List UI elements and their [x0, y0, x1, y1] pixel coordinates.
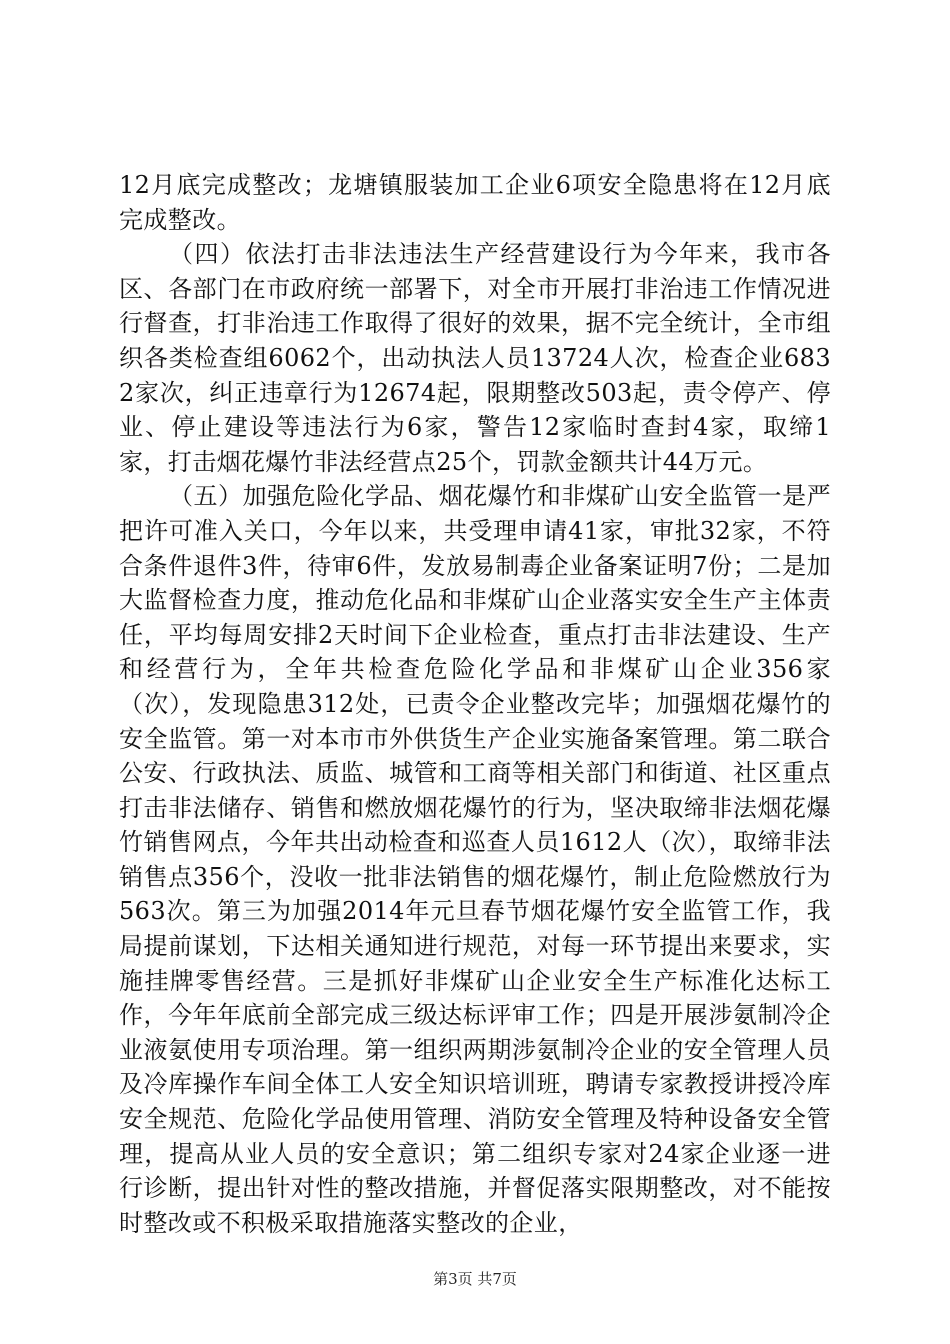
paragraph-section-four: （四）依法打击非法违法生产经营建设行为今年来，我市各区、各部门在市政府统一部署下，对全市开展打非治违工作情况进行督查，打非治违工作取得了很好的效果，据不完全统计，全市组织各类检查组6062个，出动执法人员13724人次，检查企业6832家次，纠正违章行为12674起，限期整改503起，责令停产、停业、停止建设等违法行为6家，警告12家临时查封4家，取缔1家，打击烟花爆竹非法经营点25个，罚款金额共计44万元。 — [119, 240, 831, 476]
page-number-label: 第3页 共7页 — [433, 1270, 517, 1288]
paragraph-section-five: （五）加强危险化学品、烟花爆竹和非煤矿山安全监管一是严把许可准入关口，今年以来，共受理申请41家，审批32家，不符合条件退件3件，待审6件，发放易制毒企业备案证明7份；二是加大监督检查力度，推动危化品和非煤矿山企业落实安全生产主体责任，平均每周安排2天时间下企业检查，重点打击非法建设、生产和经营行为，全年共检查危险化学品和非煤矿山企业356家（次），发现隐患312处，已责令企业整改完毕；加强烟花爆竹的安全监管。第一对本市市外供货生产企业实施备案管理。第二联合公安、行政执法、质监、城管和工商等相关部门和街道、社区重点打击非法储存、销售和燃放烟花爆竹的行为，坚决取缔非法烟花爆竹销售网点，今年共出动检查和巡查人员1612人（次），取缔非法销售点356个，没收一批非法销售的烟花爆竹，制止危险燃放行为563次。第三为加强2014年元旦春节烟花爆竹安全监管工作，我局提前谋划，下达相关通知进行规范，对每一环节提出来要求，实施挂牌零售经营。三是抓好非煤矿山企业安全生产标准化达标工作，今年年底前全部完成三级达标评审工作；四是开展涉氨制冷企业液氨使用专项治理。第一组织两期涉氨制冷企业的安全管理人员及冷库操作车间全体工人安全知识培训班，聘请专家教授讲授冷库安全规范、危险化学品使用管理、消防安全管理及特种设备安全管理，提高从业人员的安全意识；第二组织专家对24家企业逐一进行诊断，提出针对性的整改措施，并督促落实限期整改，对不能按时整改或不积极采取措施落实整改的企业， — [119, 482, 831, 1237]
page-footer — [0, 1269, 950, 1289]
document-body — [119, 168, 831, 1240]
paragraph-continuation: 12月底完成整改；龙塘镇服装加工企业6项安全隐患将在12月底完成整改。 — [119, 171, 831, 234]
